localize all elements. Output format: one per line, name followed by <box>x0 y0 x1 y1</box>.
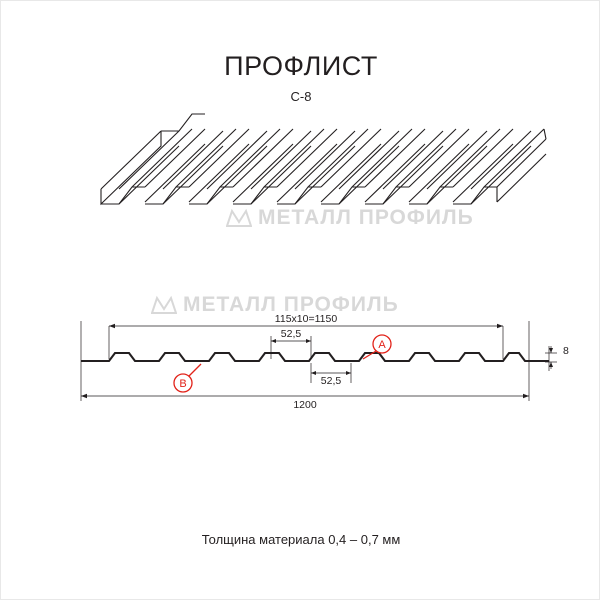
page-title: ПРОФЛИСТ <box>224 51 378 81</box>
profile-section-outline <box>81 353 549 361</box>
dimension-height-label: 8 <box>563 345 569 357</box>
watermark-text: МЕТАЛЛ ПРОФИЛЬ <box>258 206 474 229</box>
callout-b <box>174 364 201 392</box>
watermark-text: МЕТАЛЛ ПРОФИЛЬ <box>183 293 399 316</box>
material-thickness-note: Толщина материала 0,4 – 0,7 мм <box>201 532 401 547</box>
isometric-profile-illustration <box>56 109 556 259</box>
page-subtitle: С-8 <box>290 89 312 104</box>
callout-b-label: B <box>179 378 187 390</box>
dimension-overall-width-line <box>81 394 529 398</box>
callout-a-label: A <box>378 339 386 351</box>
dimension-overall-width-label: 1200 <box>293 399 317 411</box>
dimension-working-width-label: 115х10=1150 <box>274 313 338 325</box>
dimension-height-line <box>545 346 557 369</box>
cross-section-drawing <box>41 301 571 421</box>
callout-a <box>363 335 391 359</box>
dimension-pitch-top-label: 52,5 <box>280 328 302 340</box>
dimension-pitch-bottom-label: 52,5 <box>320 375 342 387</box>
